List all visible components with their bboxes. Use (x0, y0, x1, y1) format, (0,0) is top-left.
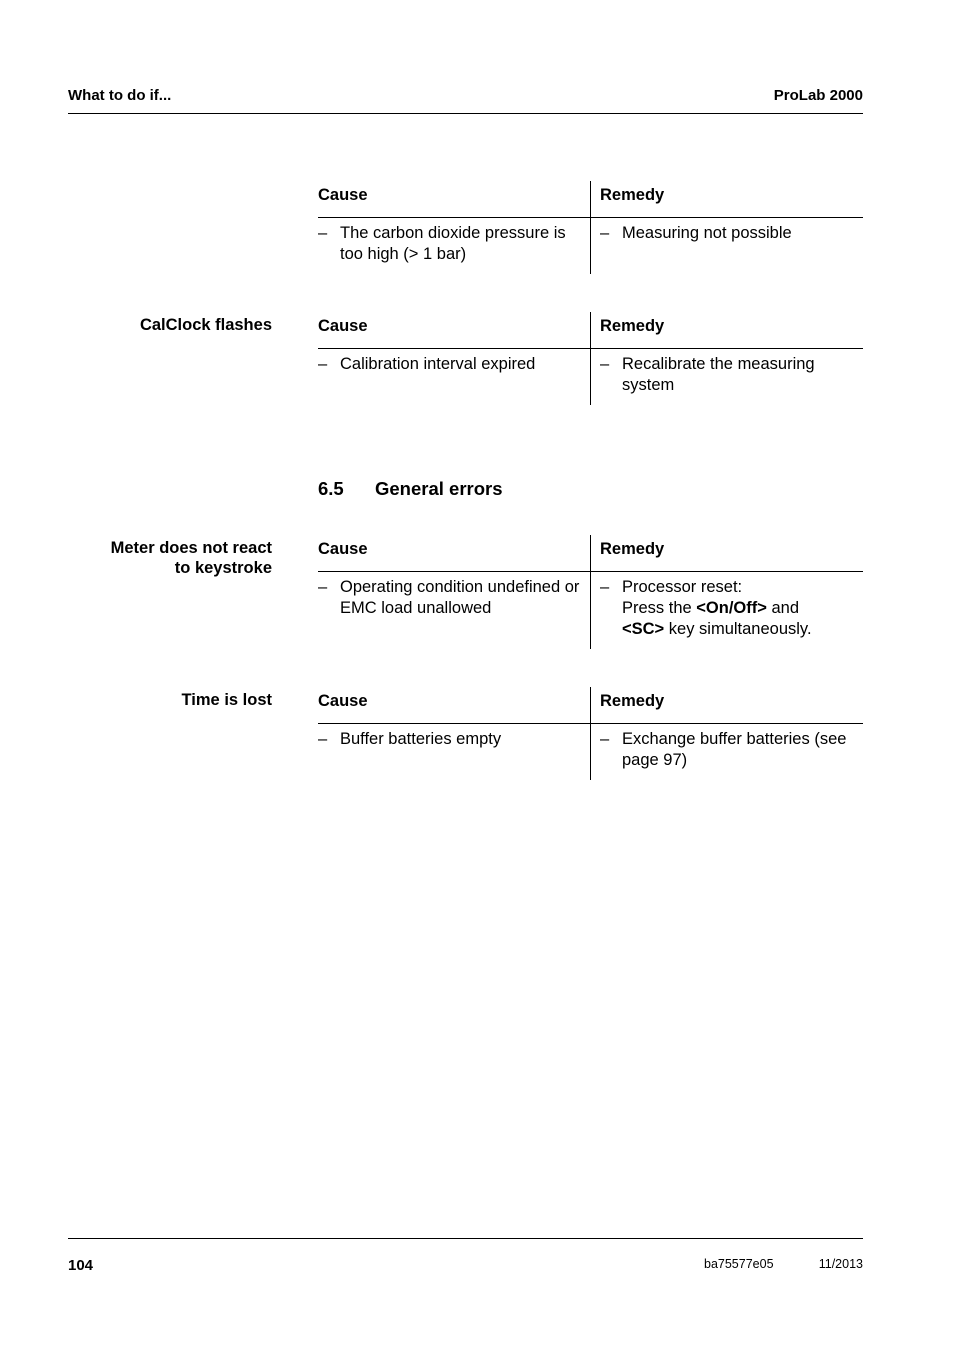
side-label-meter-no-react (52, 538, 272, 578)
cause-text: Calibration interval expired (340, 355, 536, 373)
header-rule (68, 113, 863, 114)
bullet-dash: – (600, 730, 610, 748)
remedy-cell (591, 218, 864, 275)
page-number: 104 (68, 1257, 94, 1274)
remedy-header: Remedy (591, 687, 864, 724)
remedy-text (622, 577, 863, 640)
remedy-header: Remedy (591, 312, 864, 349)
side-label-line: Meter does not react (110, 539, 272, 557)
cause-text: Buffer batteries empty (340, 730, 502, 748)
remedy-cell (591, 349, 864, 406)
running-header-product: ProLab 2000 (773, 87, 863, 104)
cause-text: Operating condition undefined or EMC load unallowed (340, 578, 580, 617)
bullet-dash: – (318, 224, 328, 242)
side-label-time-lost: Time is lost (181, 691, 272, 709)
key-sc: <SC> (622, 620, 665, 638)
bullet-dash: – (600, 355, 610, 373)
cause-cell (318, 349, 591, 406)
side-label-line: to keystroke (174, 559, 272, 577)
remedy-text: Measuring not possible (622, 224, 792, 242)
cause-cell (318, 218, 591, 275)
key-on-off: <On/Off> (696, 599, 767, 617)
remedy-header: Remedy (591, 181, 864, 218)
section-heading (318, 478, 503, 500)
cause-cell (318, 572, 591, 650)
side-label-calclock: CalClock flashes (139, 316, 272, 334)
remedy-line: key simultaneously. (664, 620, 812, 638)
bullet-dash: – (600, 224, 610, 242)
remedy-text: Exchange buffer batteries (see page 97) (622, 730, 847, 769)
cause-header: Cause (318, 312, 591, 349)
cause-text: The carbon dioxide pressure is too high (> 1 bar) (340, 224, 566, 263)
remedy-text: Recalibrate the measuring system (622, 355, 815, 394)
cause-remedy-table-calclock (318, 312, 863, 405)
footer-rule (68, 1238, 863, 1239)
cause-remedy-table-keystroke (318, 535, 863, 649)
bullet-dash: – (318, 578, 328, 596)
bullet-dash: – (318, 730, 328, 748)
remedy-line: Press the (622, 599, 697, 617)
remedy-cell (591, 572, 864, 650)
bullet-dash: – (600, 578, 610, 596)
cause-header: Cause (318, 687, 591, 724)
remedy-header: Remedy (591, 535, 864, 572)
remedy-cell (591, 724, 864, 781)
bullet-dash: – (318, 355, 328, 373)
cause-header: Cause (318, 181, 591, 218)
remedy-line: and (766, 599, 800, 617)
cause-header: Cause (318, 535, 591, 572)
document-date: 11/2013 (818, 1257, 863, 1271)
cause-remedy-table-co2 (318, 181, 863, 274)
cause-remedy-table-time (318, 687, 863, 780)
cause-cell (318, 724, 591, 781)
remedy-line: Processor reset: (622, 578, 743, 596)
running-header-chapter: What to do if... (68, 87, 172, 104)
document-id: ba75577e05 (704, 1257, 774, 1271)
section-number: 6.5 (318, 478, 344, 499)
section-title: General errors (375, 478, 503, 499)
